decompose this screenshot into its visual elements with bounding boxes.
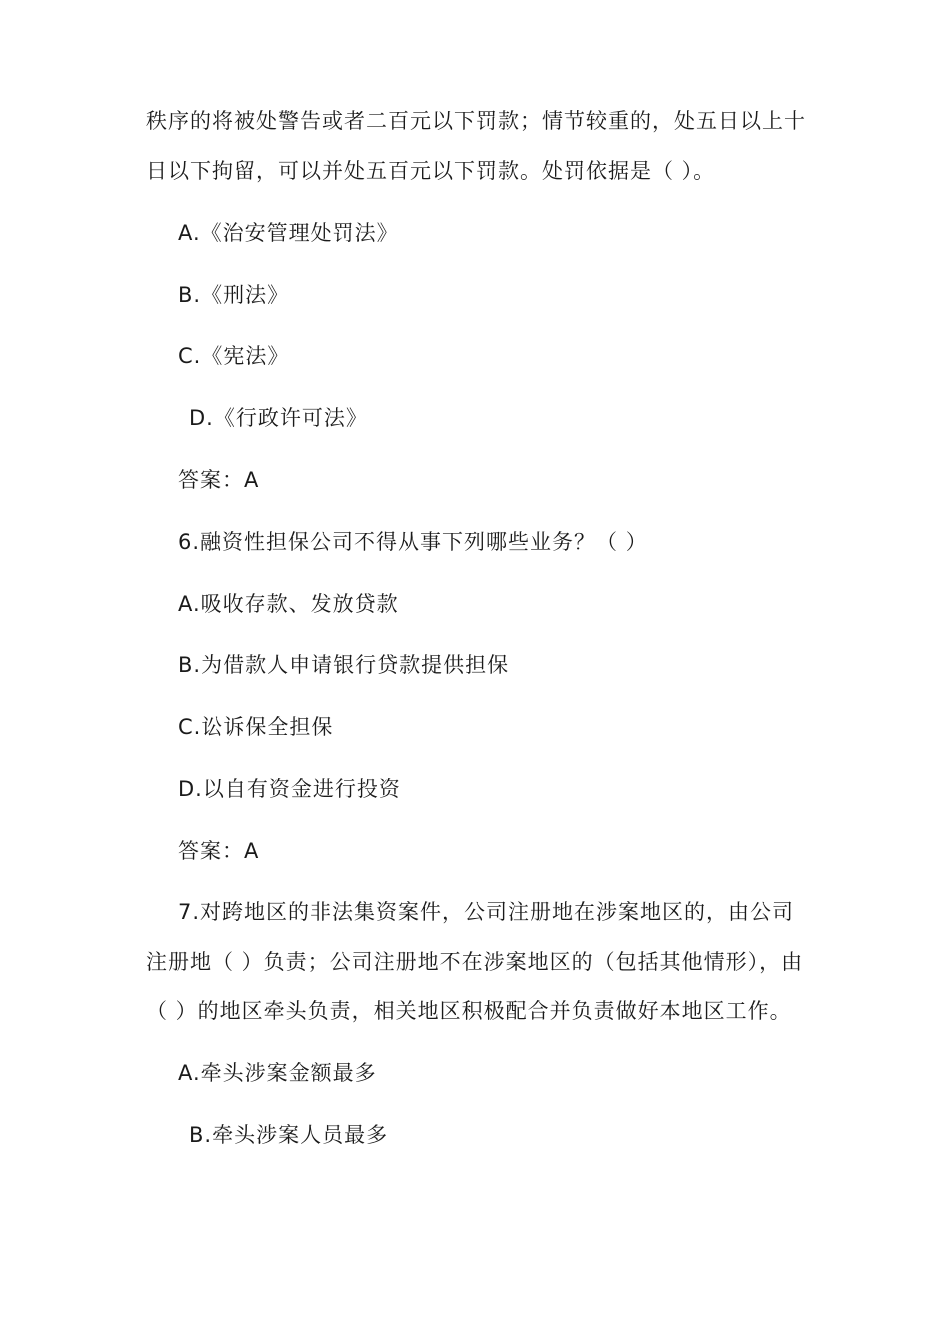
q5-stem-line-2: 日以下拘留，可以并处五百元以下罚款。处罚依据是（ ）。 <box>146 159 716 183</box>
q6-stem: 6.融资性担保公司不得从事下列哪些业务？（ ） <box>178 530 648 554</box>
q7-stem-line-3: （ ）的地区牵头负责，相关地区积极配合并负责做好本地区工作。 <box>146 999 792 1023</box>
q5-answer: 答案：A <box>178 468 260 492</box>
q7-stem-line-2: 注册地（ ）负责；公司注册地不在涉案地区的（包括其他情形），由 <box>146 950 804 974</box>
q6-answer: 答案：A <box>178 839 260 863</box>
q6-option-b: B.为借款人申请银行贷款提供担保 <box>178 653 510 677</box>
q5-option-b: B.《刑法》 <box>178 283 290 307</box>
q5-option-c: C.《宪法》 <box>178 344 290 368</box>
q5-option-d: D.《行政许可法》 <box>189 406 368 430</box>
q6-option-a: A.吸收存款、发放贷款 <box>178 592 399 616</box>
q5-stem-line-1: 秩序的将被处警告或者二百元以下罚款；情节较重的，处五日以上十 <box>146 109 806 133</box>
q7-option-a: A.牵头涉案金额最多 <box>178 1061 377 1085</box>
q6-option-d: D.以自有资金进行投资 <box>178 777 401 801</box>
q5-option-a: A.《治安管理处罚法》 <box>178 221 399 245</box>
q7-stem-line-1: 7.对跨地区的非法集资案件，公司注册地在涉案地区的，由公司 <box>178 900 795 924</box>
q7-option-b: B.牵头涉案人员最多 <box>189 1123 389 1147</box>
q6-option-c: C.讼诉保全担保 <box>178 715 334 739</box>
